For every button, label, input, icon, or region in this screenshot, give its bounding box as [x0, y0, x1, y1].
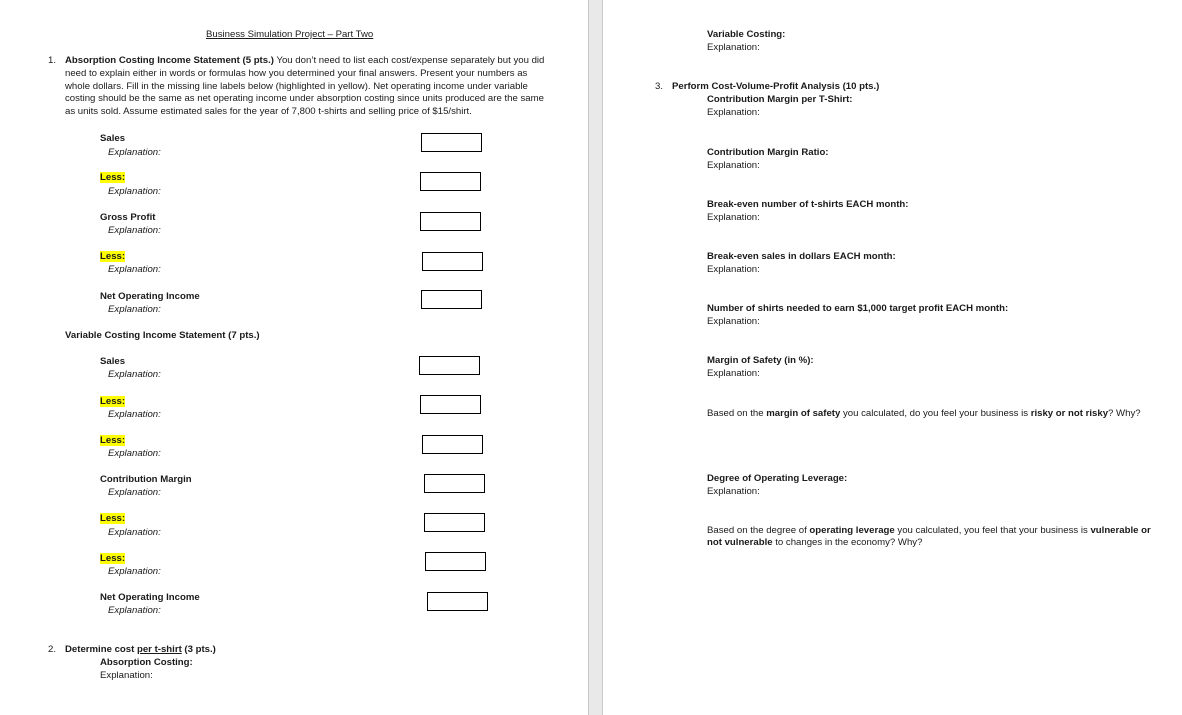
amount-box[interactable] [425, 552, 486, 571]
explanation-label: Explanation: [707, 42, 760, 53]
row-explanation: Explanation: [108, 264, 161, 275]
cvp-item-label: Break-even number of t-shirts EACH month: [707, 199, 909, 210]
row-explanation: Explanation: [108, 369, 161, 380]
row-explanation: Explanation: [108, 448, 161, 459]
row-explanation: Explanation: [108, 147, 161, 158]
section-3-heading: Perform Cost-Volume-Profit Analysis (10 pts.) [672, 81, 880, 92]
instruction-line: costing should be the same as net operating income under absorption costing since units produced are the same [65, 93, 544, 105]
variable-costing-label: Variable Costing: [707, 29, 786, 40]
document-page-right [603, 0, 1182, 715]
question-text: ? Why? [1108, 408, 1141, 419]
row-explanation: Explanation: [108, 527, 161, 538]
section-1-number: 1. [48, 55, 57, 66]
heading-text: Determine cost [65, 644, 137, 655]
variable-costing-heading: Variable Costing Income Statement (7 pts.) [65, 330, 260, 341]
section-1-heading: Absorption Costing Income Statement (5 pts.) [65, 55, 274, 66]
cvp-item-label: Break-even sales in dollars EACH month: [707, 251, 896, 262]
amount-box[interactable] [424, 513, 485, 532]
row-label-less-highlighted: Less: [100, 553, 126, 564]
instruction-line: You don’t need to list each cost/expense separately but you did [276, 55, 545, 66]
row-label-contribution-margin: Contribution Margin [100, 474, 192, 485]
question-emphasis: not vulnerable [707, 537, 773, 548]
question-text: you calculated, you feel that your business is [894, 525, 1091, 536]
amount-box[interactable] [422, 252, 483, 271]
document-page-left [0, 0, 588, 715]
amount-box[interactable] [421, 290, 482, 309]
explanation-label: Explanation: [707, 486, 760, 497]
page-gutter [588, 0, 603, 715]
amount-box[interactable] [420, 395, 481, 414]
explanation-label: Explanation: [707, 212, 760, 223]
section-3-number: 3. [655, 81, 664, 92]
explanation-label: Explanation: [707, 264, 760, 275]
question-text: you calculated, do you feel your business is [840, 408, 1031, 419]
instruction-line: whole dollars. Fill in the missing line labels below (highlighted in yellow). Net operating income under variable [65, 80, 528, 92]
row-explanation: Explanation: [108, 487, 161, 498]
instruction-line: need to explain either in words or formulas how you determined your final answers. Present your numbers as [65, 67, 528, 79]
cvp-item-label: Contribution Margin per T-Shirt: [707, 94, 853, 105]
row-label-gross-profit: Gross Profit [100, 212, 156, 223]
section-1-instructions [65, 55, 565, 119]
row-explanation: Explanation: [108, 605, 161, 616]
operating-leverage-question [707, 525, 1151, 549]
absorption-costing-label: Absorption Costing: [100, 657, 193, 668]
row-label-sales: Sales [100, 133, 126, 144]
question-text: to changes in the economy? Why? [772, 537, 923, 548]
explanation-label: Explanation: [707, 368, 760, 379]
heading-text: (3 pts.) [181, 644, 216, 655]
row-explanation: Explanation: [108, 304, 161, 315]
row-label-net-operating-income: Net Operating Income [100, 291, 200, 302]
row-explanation: Explanation: [108, 225, 161, 236]
amount-box[interactable] [424, 474, 485, 493]
cvp-item-label: Margin of Safety (in %): [707, 355, 814, 366]
question-text: Based on the [707, 408, 767, 419]
question-emphasis: operating leverage [809, 525, 895, 536]
row-label-less-highlighted: Less: [100, 513, 126, 524]
explanation-label: Explanation: [100, 670, 153, 681]
amount-box[interactable] [427, 592, 488, 611]
row-label-net-operating-income: Net Operating Income [100, 592, 200, 603]
row-label-less-highlighted: Less: [100, 251, 126, 262]
row-label-less-highlighted: Less: [100, 435, 126, 446]
section-2-number: 2. [48, 644, 57, 655]
row-explanation: Explanation: [108, 409, 161, 420]
margin-of-safety-question [707, 408, 1141, 420]
explanation-label: Explanation: [707, 160, 760, 171]
explanation-label: Explanation: [707, 107, 760, 118]
question-emphasis: margin of safety [766, 408, 841, 419]
row-explanation: Explanation: [108, 566, 161, 577]
section-2-heading [65, 644, 216, 656]
amount-box[interactable] [420, 212, 481, 231]
amount-box[interactable] [419, 356, 480, 375]
instruction-line: as units sold. Assume estimated sales for the year of 7,800 t-shirts and selling price of $15/shirt. [65, 106, 472, 118]
amount-box[interactable] [420, 172, 481, 191]
document-title: Business Simulation Project – Part Two [206, 29, 374, 40]
heading-underlined-text: per t-shirt [136, 644, 182, 655]
row-label-less-highlighted: Less: [100, 172, 126, 183]
question-emphasis: risky or not risky [1030, 408, 1109, 419]
row-label-less-highlighted: Less: [100, 396, 126, 407]
question-text: Based on the degree of [707, 525, 810, 536]
question-emphasis: vulnerable or [1090, 525, 1151, 536]
row-label-sales: Sales [100, 356, 126, 367]
cvp-item-label: Number of shirts needed to earn $1,000 target profit EACH month: [707, 303, 1009, 314]
amount-box[interactable] [421, 133, 482, 152]
amount-box[interactable] [422, 435, 483, 454]
row-explanation: Explanation: [108, 186, 161, 197]
cvp-item-label: Degree of Operating Leverage: [707, 473, 848, 484]
explanation-label: Explanation: [707, 316, 760, 327]
cvp-item-label: Contribution Margin Ratio: [707, 147, 829, 158]
